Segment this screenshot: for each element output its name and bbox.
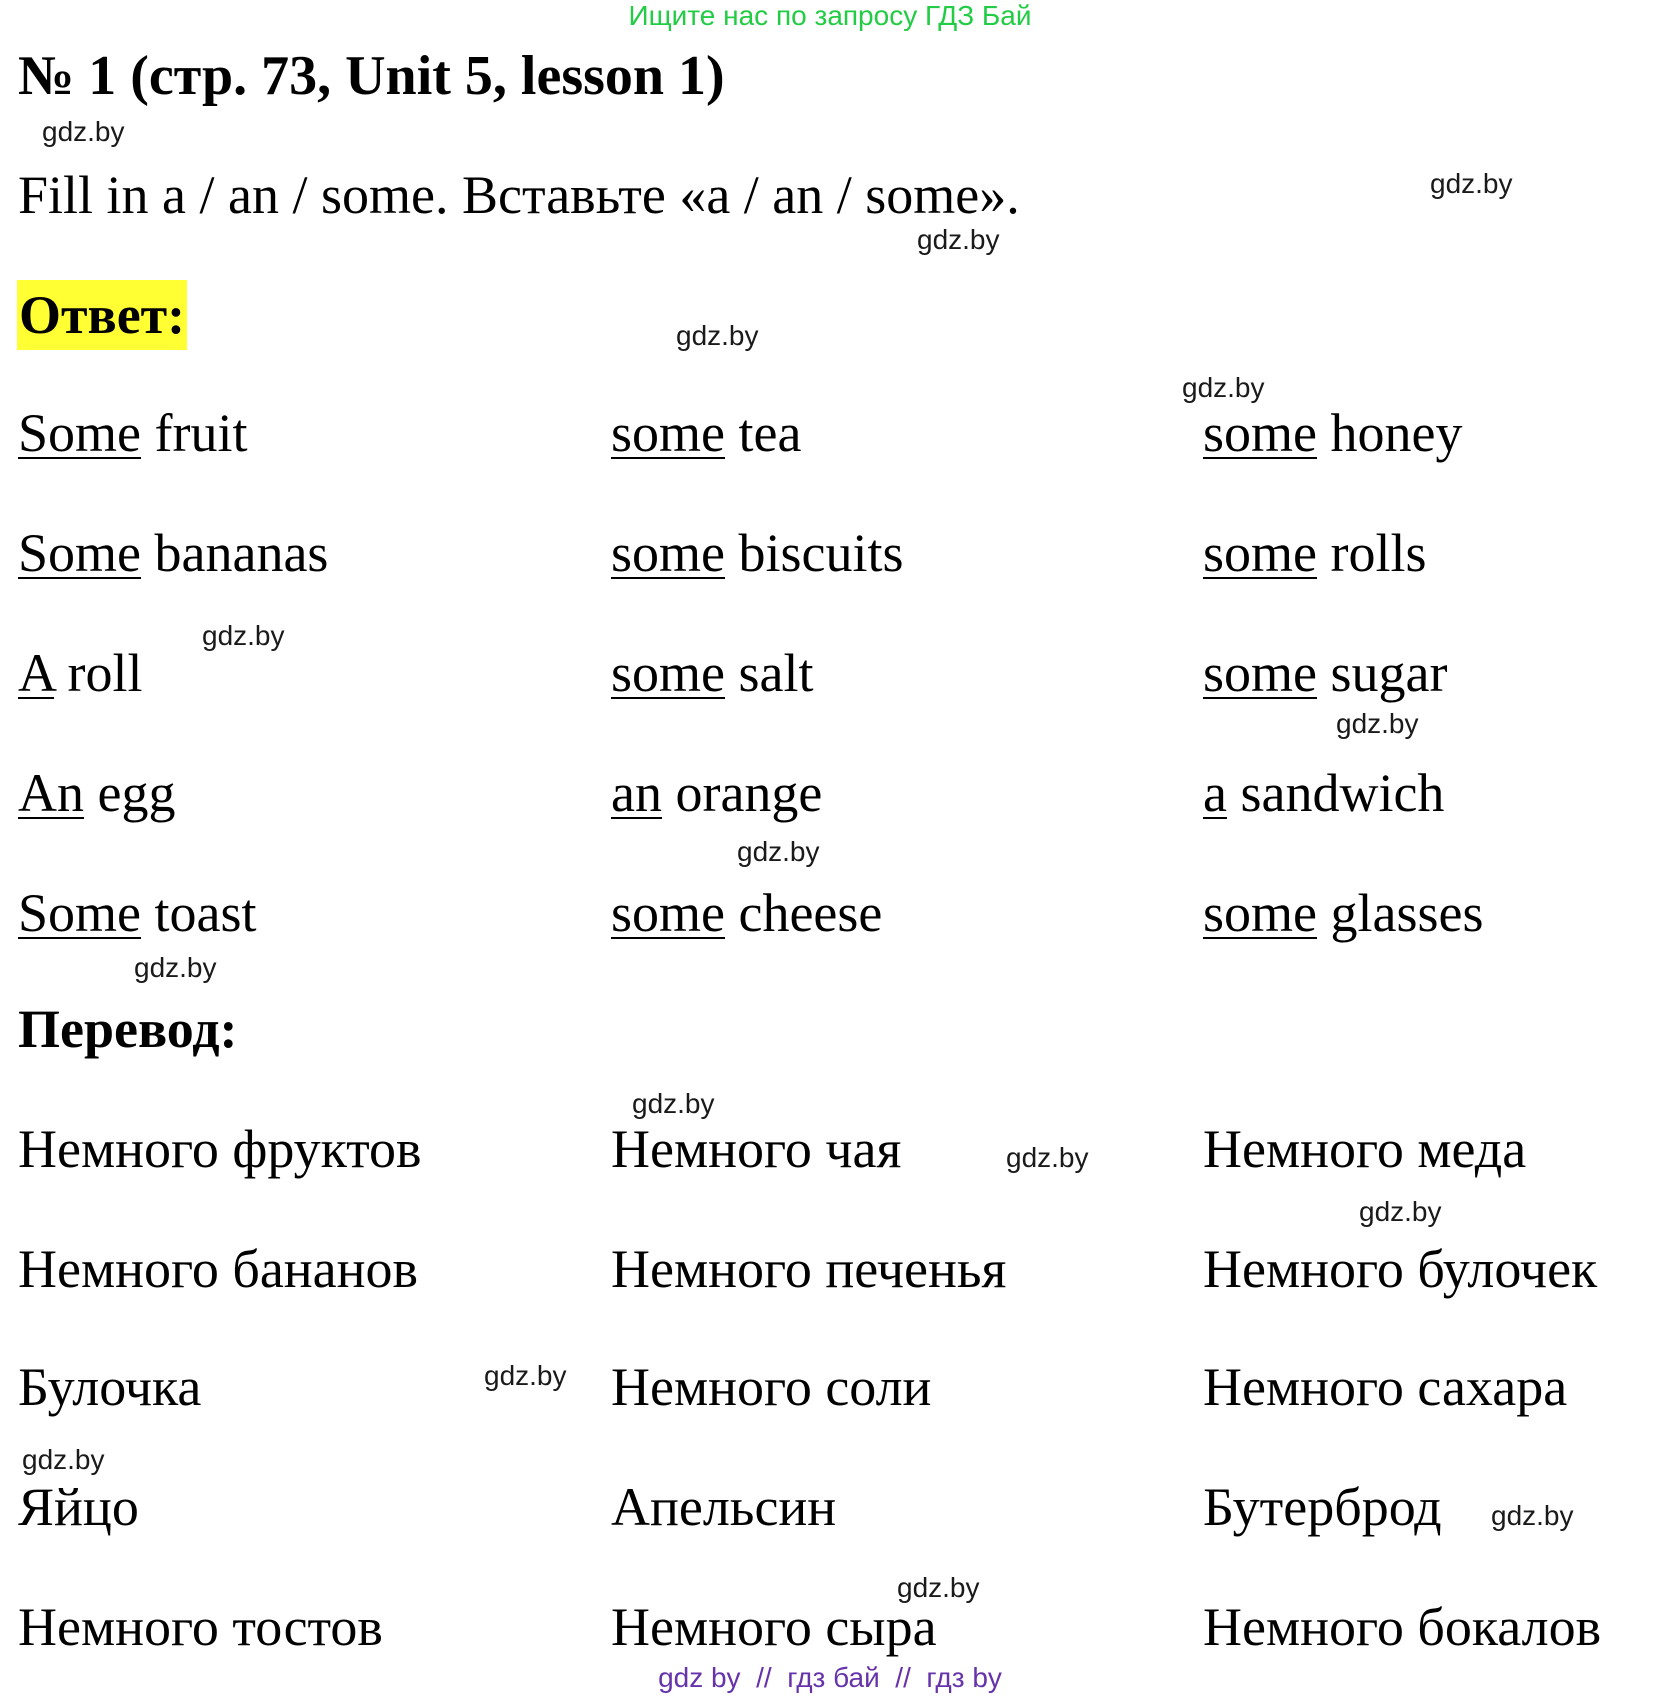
answer-item [611, 522, 904, 584]
page-title: № 1 (стр. 73, Unit 5, lesson 1) [18, 45, 725, 107]
answer-article: An [18, 763, 84, 823]
answer-word: biscuits [725, 523, 904, 583]
answer-item [18, 522, 328, 584]
watermark: gdz.by [484, 1360, 567, 1391]
answer-article: A [18, 643, 55, 703]
answer-article: some [1203, 883, 1317, 943]
watermark: gdz.by [1336, 708, 1419, 739]
watermark: gdz.by [1430, 168, 1513, 199]
answer-article: Some [18, 403, 142, 463]
translation-item: Апельсин [611, 1477, 837, 1537]
watermark: gdz.by [632, 1088, 715, 1119]
answer-item [611, 762, 822, 824]
answer-article: some [611, 403, 725, 463]
watermark: gdz.by [737, 836, 820, 867]
answer-word: cheese [725, 883, 883, 943]
answer-item [1203, 762, 1444, 824]
answer-word: sugar [1317, 643, 1448, 703]
translation-item: Бутерброд [1203, 1477, 1442, 1537]
answer-word: tea [725, 403, 802, 463]
answer-article: a [1203, 763, 1227, 823]
answer-article: some [1203, 523, 1317, 583]
answer-word: glasses [1317, 883, 1484, 943]
answer-article: Some [18, 523, 142, 583]
answer-word: sandwich [1226, 763, 1445, 823]
translation-item: Немного печенья [611, 1239, 1007, 1299]
translation-label: Перевод: [18, 999, 238, 1059]
answer-word: egg [84, 763, 176, 823]
watermark: gdz.by [22, 1444, 105, 1475]
translation-item: Немного бокалов [1203, 1597, 1602, 1657]
answer-item [18, 642, 143, 704]
answer-word: rolls [1317, 523, 1427, 583]
translation-item: Немного фруктов [18, 1119, 422, 1179]
answer-word: bananas [141, 523, 329, 583]
instruction-text: Fill in a / an / some. Вставьте «a / an / some». [18, 165, 1020, 225]
translation-item: Немного чая [611, 1119, 902, 1179]
answer-article: some [611, 643, 725, 703]
answer-item [611, 642, 814, 704]
translation-item: Немного тостов [18, 1597, 383, 1657]
answer-article: some [1203, 643, 1317, 703]
answer-article: an [611, 763, 662, 823]
translation-item: Немного булочек [1203, 1239, 1598, 1299]
watermark: gdz.by [1491, 1500, 1574, 1531]
answer-item [1203, 402, 1462, 464]
answer-word: salt [725, 643, 814, 703]
translation-item: Немного меда [1203, 1119, 1527, 1179]
answer-article: some [1203, 403, 1317, 463]
answer-word: orange [661, 763, 823, 823]
footer-links: gdz by // гдз бай // гдз by [658, 1662, 1002, 1693]
answer-word: roll [54, 643, 143, 703]
translation-item: Булочка [18, 1357, 202, 1417]
watermark: gdz.by [1006, 1142, 1089, 1173]
answer-label: Ответ: [17, 280, 187, 350]
answer-article: some [611, 883, 725, 943]
watermark: gdz.by [917, 224, 1000, 255]
answer-word: honey [1317, 403, 1463, 463]
translation-item: Немного сахара [1203, 1357, 1568, 1417]
watermark: gdz.by [676, 320, 759, 351]
answer-article: some [611, 523, 725, 583]
answer-item [18, 762, 175, 824]
watermark: gdz.by [1359, 1196, 1442, 1227]
answer-word: toast [141, 883, 257, 943]
answer-item [1203, 882, 1483, 944]
answer-item [18, 882, 257, 944]
watermark: gdz.by [42, 116, 125, 147]
watermark: gdz.by [202, 620, 285, 651]
watermark: gdz.by [897, 1572, 980, 1603]
answer-word: fruit [141, 403, 248, 463]
translation-item: Яйцо [18, 1477, 139, 1537]
answer-item [18, 402, 248, 464]
translation-item: Немного соли [611, 1357, 932, 1417]
translation-item: Немного бананов [18, 1239, 419, 1299]
translation-item: Немного сыра [611, 1597, 937, 1657]
answer-item [1203, 642, 1447, 704]
answer-item [611, 882, 882, 944]
answer-item [611, 402, 801, 464]
watermark: gdz.by [134, 952, 217, 983]
top-banner: Ищите нас по запросу ГДЗ Бай [628, 0, 1032, 31]
answer-article: Some [18, 883, 142, 943]
watermark: gdz.by [1182, 372, 1265, 403]
answer-item [1203, 522, 1427, 584]
